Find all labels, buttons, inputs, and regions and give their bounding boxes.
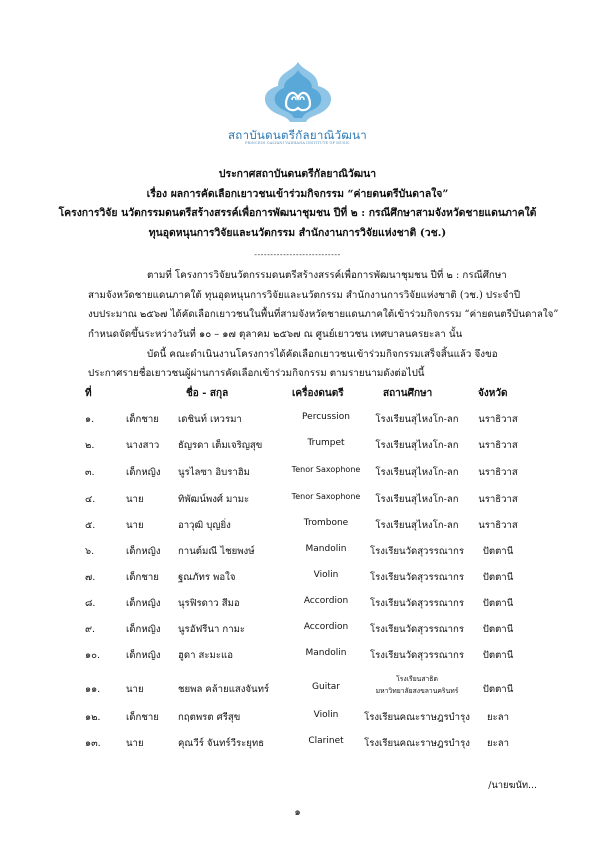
row-number: ๘.	[85, 598, 96, 609]
row-title: เด็กชาย	[126, 712, 159, 723]
announcement-subject: เรื่อง ผลการคัดเลือกเยาวชนเข้าร่วมกิจกรรม “ค่ายดนตรีบันดาลใจ”	[146, 188, 449, 200]
table-row	[0, 710, 595, 736]
row-title: นาย	[126, 684, 144, 695]
row-school: โรงเรียนวัดสุวรรณากร	[369, 624, 465, 635]
row-province: นราธิวาส	[478, 440, 518, 451]
row-name: นูรไลซา อิบราฮิม	[178, 467, 250, 478]
row-instrument: Trombone	[303, 518, 349, 528]
table-row	[0, 648, 595, 674]
row-instrument: Mandolin	[305, 544, 347, 554]
row-name: กานต์มณี ไชยพงษ์	[178, 546, 255, 557]
body-paragraph-2-line-1: บัดนี้ คณะดำเนินงานโครงการได้คัดเลือกเยาวชนเข้าร่วมกิจกรรมเสร็จสิ้นแล้ว จึงขอ	[147, 349, 498, 360]
row-name: ทิพัฒน์พงศ์ มามะ	[178, 494, 250, 505]
row-instrument: Clarinet	[308, 736, 344, 746]
body-paragraph-1-line-2: สามจังหวัดชายแดนภาคใต้ ทุนอุดหนุนการวิจัยและนวัตกรรม สำนักงานการวิจัยแห่งชาติ (วช.) ประจำปี	[88, 290, 521, 301]
row-title: เด็กชาย	[126, 572, 159, 583]
row-school: โรงเรียนสุไหงโก-ลก	[375, 440, 459, 451]
table-row	[0, 492, 595, 518]
institute-logo-icon	[256, 58, 340, 126]
row-province: ยะลา	[486, 712, 510, 723]
row-title: เด็กหญิง	[126, 467, 161, 478]
row-school: โรงเรียนสุไหงโก-ลก	[375, 414, 459, 425]
row-name: ชยพล คล้ายแสงจันทร์	[178, 684, 270, 695]
row-instrument: Mandolin	[305, 648, 347, 658]
row-province: ปัตตานี	[482, 572, 514, 583]
table-row	[0, 736, 595, 762]
row-province: ปัตตานี	[482, 684, 514, 695]
row-title: นางสาว	[126, 440, 160, 451]
row-province: นราธิวาส	[478, 520, 518, 531]
row-school: โรงเรียนวัดสุวรรณากร	[369, 546, 465, 557]
row-instrument: Trumpet	[307, 438, 345, 448]
institute-name-en: PRINCESS GALYANI VADHANA INSTITUTE OF MUSIC	[245, 141, 350, 145]
row-title: เด็กชาย	[126, 414, 159, 425]
table-row	[0, 518, 595, 544]
table-row	[0, 622, 595, 648]
continuation-note: /นายฆนัท...	[488, 780, 537, 791]
row-instrument: Percussion	[302, 412, 350, 422]
funding-line: ทุนอุดหนุนการวิจัยและนวัตกรรม สำนักงานการวิจัยแห่งชาติ (วช.)	[148, 227, 447, 239]
row-title: นาย	[126, 520, 144, 531]
row-province: นราธิวาส	[478, 494, 518, 505]
row-number: ๑๒.	[85, 712, 101, 723]
row-instrument: Violin	[313, 570, 339, 580]
table-row	[0, 412, 595, 438]
row-instrument: Violin	[313, 710, 339, 720]
row-number: ๒.	[85, 440, 95, 451]
project-title: โครงการวิจัย นวัตกรรมดนตรีสร้างสรรค์เพื่อการพัฒนาชุมชน ปีที่ ๒ : กรณีศึกษาสามจังหวัดชายแดนภาคใต้	[58, 207, 537, 219]
row-number: ๖.	[85, 546, 95, 557]
row-number: ๗.	[85, 572, 96, 583]
row-instrument: Tenor Saxophone	[291, 492, 361, 501]
row-school-line-2: มหาวิทยาลัยสงขลานครินทร์	[375, 687, 459, 695]
row-title: เด็กหญิง	[126, 546, 161, 557]
body-paragraph-1-line-4: กำหนดจัดขึ้นระหว่างวันที่ ๑๐ – ๑๗ ตุลาคม ๒๕๖๗ ณ ศูนย์เยาวชน เทศบาลนครยะลา นั้น	[88, 329, 463, 340]
row-name: ฮูดา สะมะแอ	[178, 650, 233, 661]
row-province: นราธิวาส	[478, 467, 518, 478]
row-title: เด็กหญิง	[126, 598, 161, 609]
page-number: ๑	[294, 807, 301, 818]
row-province: ปัตตานี	[482, 624, 514, 635]
row-instrument: Guitar	[312, 682, 340, 692]
row-school: โรงเรียนวัดสุวรรณากร	[369, 598, 465, 609]
row-school: โรงเรียนวัดสุวรรณากร	[369, 650, 465, 661]
separator-line: ---------------------------	[254, 250, 341, 259]
body-paragraph-2-line-2: ประกาศรายชื่อเยาวชนผู้ผ่านการคัดเลือกเข้าร่วมกิจกรรม ตามรายนามดังต่อไปนี้	[88, 368, 425, 379]
row-school-line-1: โรงเรียนสาธิต	[396, 675, 438, 683]
row-province: นราธิวาส	[478, 414, 518, 425]
row-province: ปัตตานี	[482, 598, 514, 609]
row-name: คุณวีร์ จันทร์วีระยุทธ	[178, 738, 265, 749]
row-name: ฐณภัทร พอใจ	[178, 572, 236, 583]
row-name: อาวุฒิ บุญยิ่ง	[178, 520, 231, 531]
row-number: ๑๐.	[85, 650, 100, 661]
announcement-title: ประกาศสถาบันดนตรีกัลยาณิวัฒนา	[218, 168, 377, 180]
table-row	[0, 438, 595, 464]
row-title: นาย	[126, 494, 144, 505]
institute-name-th: สถาบันดนตรีกัลยาณิวัฒนา	[227, 128, 367, 142]
column-header-school: สถานศึกษา	[383, 388, 433, 399]
row-number: ๑.	[85, 414, 95, 425]
column-header-province: จังหวัด	[478, 388, 508, 399]
row-number: ๙.	[85, 624, 96, 635]
row-number: ๓.	[85, 467, 95, 478]
row-name: เดชินท์ เหวรมา	[178, 414, 242, 425]
row-name: นุรฟิรดาว สีมอ	[178, 598, 240, 609]
row-school: โรงเรียนคณะราษฎรบำรุง	[364, 738, 470, 749]
table-row	[0, 465, 595, 491]
table-row	[0, 544, 595, 570]
column-header-no: ที่	[85, 388, 92, 399]
row-name: ธัญรดา เต็มเจริญสุข	[178, 440, 263, 451]
row-instrument: Accordion	[303, 596, 349, 606]
row-school: โรงเรียนคณะราษฎรบำรุง	[364, 712, 470, 723]
row-instrument: Tenor Saxophone	[291, 465, 361, 474]
body-paragraph-1-line-1: ตามที่ โครงการวิจัยนวัตกรรมดนตรีสร้างสรรค์เพื่อการพัฒนาชุมชน ปีที่ ๒ : กรณีศึกษา	[147, 270, 507, 281]
column-header-instrument: เครื่องดนตรี	[292, 388, 344, 399]
row-instrument: Accordion	[303, 622, 349, 632]
table-row	[0, 570, 595, 596]
row-province: ยะลา	[486, 738, 510, 749]
row-number: ๕.	[85, 520, 96, 531]
row-school: โรงเรียนวัดสุวรรณากร	[369, 572, 465, 583]
row-number: ๑๑.	[85, 684, 101, 695]
row-province: ปัตตานี	[482, 650, 514, 661]
row-number: ๔.	[85, 494, 96, 505]
row-school: โรงเรียนสุไหงโก-ลก	[375, 467, 459, 478]
row-school: โรงเรียนสุไหงโก-ลก	[375, 520, 459, 531]
body-paragraph-1-line-3: งบประมาณ ๒๕๖๗ ได้คัดเลือกเยาวชนในพื้นที่สามจังหวัดชายแดนภาคใต้เข้าร่วมกิจกรรม “ค่ายดนตรีบันดาลใจ”	[88, 309, 559, 320]
row-province: ปัตตานี	[482, 546, 514, 557]
row-name: นูรอัฟรีนา กามะ	[178, 624, 246, 635]
table-row	[0, 596, 595, 622]
column-header-name: ชื่อ - สกุล	[186, 388, 229, 399]
row-title: เด็กหญิง	[126, 650, 161, 661]
row-school: โรงเรียนสุไหงโก-ลก	[375, 494, 459, 505]
row-name: กฤตพรต ศรีสุข	[178, 712, 241, 723]
row-number: ๑๓.	[85, 738, 101, 749]
table-row	[0, 674, 595, 700]
row-title: นาย	[126, 738, 144, 749]
row-title: เด็กหญิง	[126, 624, 161, 635]
